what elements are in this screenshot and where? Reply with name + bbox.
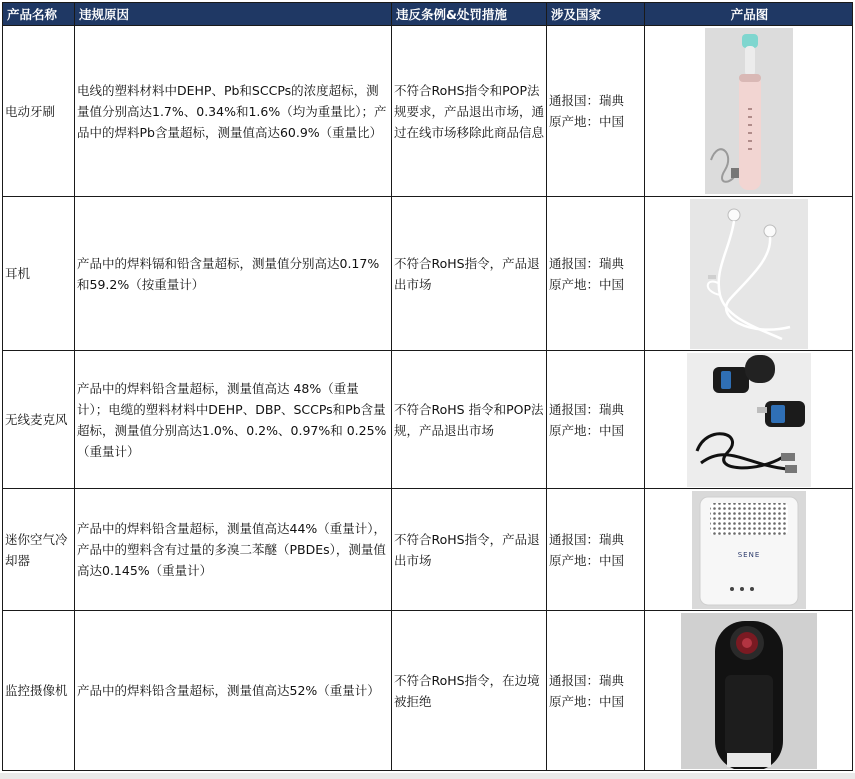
product-brand-logo: SENE bbox=[737, 550, 760, 559]
origin-country: 原产地：中国 bbox=[549, 276, 625, 292]
product-name: 电动牙刷 bbox=[3, 26, 75, 197]
violation-reason: 产品中的焊料铅含量超标，测量值高达44%（重量计），产品中的塑料含有过量的多溴二苯醚（PBDEs），测量值高达0.145%（重量计） bbox=[75, 489, 392, 611]
product-name: 无线麦克风 bbox=[3, 351, 75, 489]
header-regulation-measure: 违反条例&处罚措施 bbox=[392, 3, 547, 26]
violations-table bbox=[2, 2, 853, 771]
countries bbox=[547, 197, 645, 351]
regulation-measure: 不符合RoHS 指令和POP法规，产品退出市场 bbox=[392, 351, 547, 489]
product-image-cell bbox=[645, 489, 853, 611]
regulation-measure: 不符合RoHS指令，产品退出市场 bbox=[392, 489, 547, 611]
wireless-microphone-photo bbox=[687, 353, 811, 487]
table-row bbox=[3, 197, 853, 351]
violation-reason: 电线的塑料材料中DEHP、Pb和SCCPs的浓度超标，测量值分别高达1.7%、0.34%和1.6%（均为重量比）；产品中的焊料Pb含量超标，测量值高达60.9%（重量比） bbox=[75, 26, 392, 197]
notifying-country: 通报国：瑞典 bbox=[549, 531, 625, 547]
notifying-country: 通报国：瑞典 bbox=[549, 672, 625, 688]
violation-reason: 产品中的焊料镉和铅含量超标，测量值分别高达0.17%和59.2%（按重量计） bbox=[75, 197, 392, 351]
header-row bbox=[3, 3, 853, 26]
origin-country: 原产地：中国 bbox=[549, 422, 625, 438]
header-product-image: 产品图 bbox=[645, 3, 853, 26]
earphones-photo bbox=[690, 199, 808, 349]
origin-country: 原产地：中国 bbox=[549, 552, 625, 568]
bottom-scroll-strip bbox=[0, 773, 855, 779]
product-name: 耳机 bbox=[3, 197, 75, 351]
countries bbox=[547, 351, 645, 489]
product-name: 监控摄像机 bbox=[3, 611, 75, 771]
product-image-cell bbox=[645, 26, 853, 197]
origin-country: 原产地：中国 bbox=[549, 693, 625, 709]
notifying-country: 通报国：瑞典 bbox=[549, 255, 625, 271]
violation-reason: 产品中的焊料铅含量超标，测量值高达 48%（重量计）；电缆的塑料材料中DEHP、DBP、SCCPs和Pb含量超标，测量值分别高达1.0%、0.2%、0.97%和 0.25%（重量计） bbox=[75, 351, 392, 489]
countries bbox=[547, 611, 645, 771]
notifying-country: 通报国：瑞典 bbox=[549, 401, 625, 417]
regulation-measure: 不符合RoHS指令，在边境被拒绝 bbox=[392, 611, 547, 771]
header-violation-reason: 违规原因 bbox=[75, 3, 392, 26]
table-row bbox=[3, 26, 853, 197]
mini-air-cooler-photo bbox=[692, 491, 806, 609]
electric-toothbrush-photo bbox=[705, 28, 793, 194]
countries bbox=[547, 26, 645, 197]
regulation-measure: 不符合RoHS指令，产品退出市场 bbox=[392, 197, 547, 351]
table-row bbox=[3, 611, 853, 771]
violation-reason: 产品中的焊料铅含量超标，测量值高达52%（重量计） bbox=[75, 611, 392, 771]
product-image-cell bbox=[645, 611, 853, 771]
table-row bbox=[3, 351, 853, 489]
product-image-cell bbox=[645, 351, 853, 489]
countries bbox=[547, 489, 645, 611]
surveillance-camera-photo bbox=[681, 613, 817, 769]
table-row bbox=[3, 489, 853, 611]
header-product-name: 产品名称 bbox=[3, 3, 75, 26]
product-image-cell bbox=[645, 197, 853, 351]
product-name: 迷你空气冷却器 bbox=[3, 489, 75, 611]
regulation-measure: 不符合RoHS指令和POP法规要求，产品退出市场，通过在线市场移除此商品信息 bbox=[392, 26, 547, 197]
header-countries: 涉及国家 bbox=[547, 3, 645, 26]
origin-country: 原产地：中国 bbox=[549, 114, 625, 129]
notifying-country: 通报国：瑞典 bbox=[549, 93, 625, 108]
